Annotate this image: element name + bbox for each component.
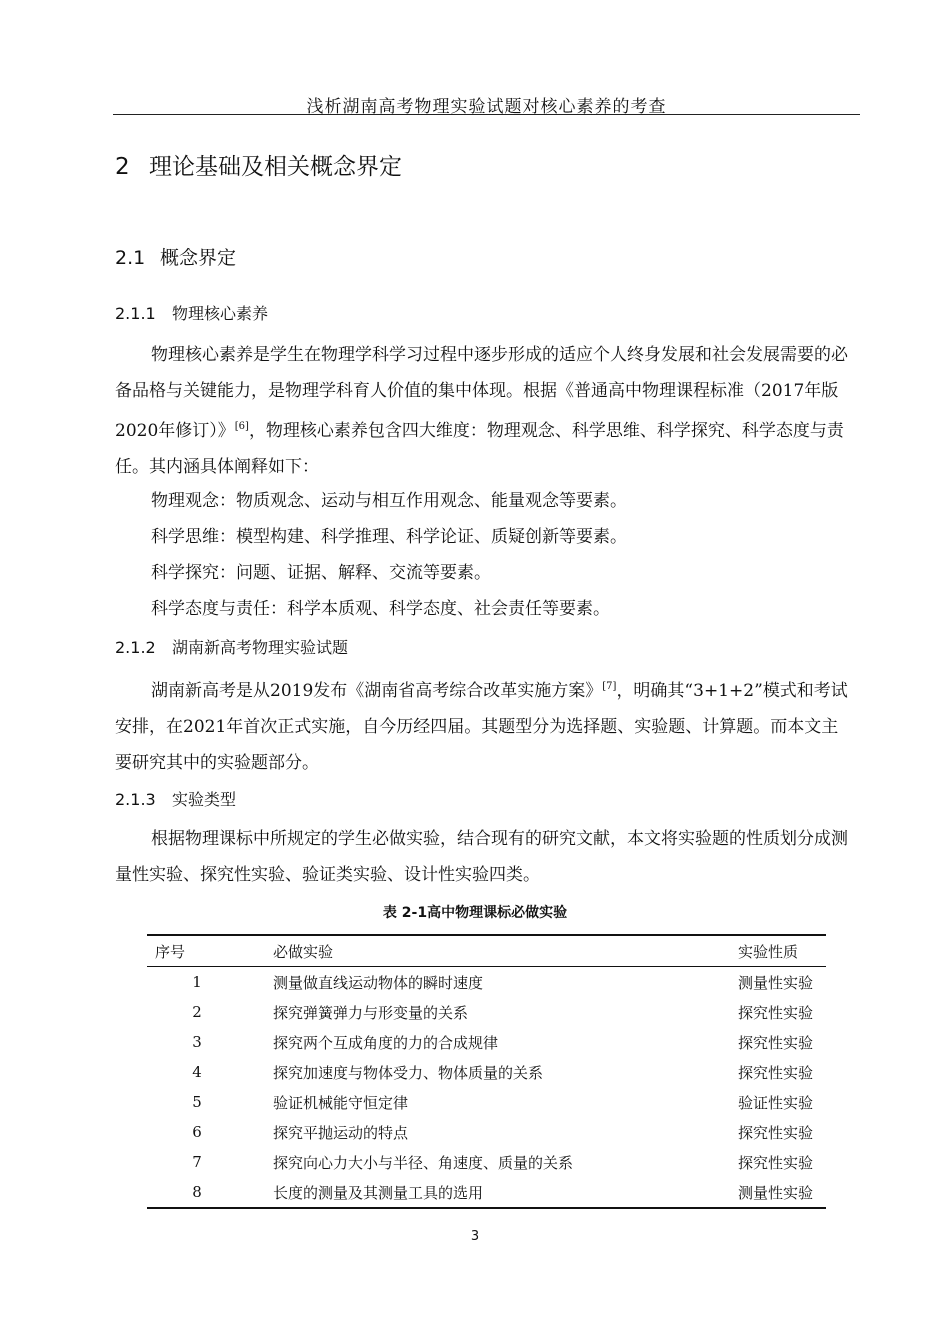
table-header-row [147, 935, 826, 967]
table-row [147, 967, 826, 998]
header-rule [113, 114, 860, 115]
row-number: 3 [192, 1033, 202, 1051]
table-row [147, 1147, 826, 1177]
table-caption: 表 2-1高中物理课标必做实验 [382, 905, 568, 921]
row-experiment: 验证机械能守恒定律 [273, 1093, 409, 1112]
row-type: 探究性实验 [738, 1153, 814, 1172]
row-experiment: 探究向心力大小与半径、角速度、质量的关系 [273, 1153, 574, 1172]
subsection-heading [115, 301, 268, 324]
row-number: 8 [192, 1183, 202, 1201]
row-type: 验证性实验 [738, 1093, 814, 1112]
dimension-item: 科学思维：模型构建、科学推理、科学论证、质疑创新等要素。 [151, 527, 627, 547]
section-heading [115, 243, 236, 270]
subsection-number: 2.1.3 [115, 790, 156, 809]
table-row [147, 1057, 826, 1087]
citation-ref: [6] [234, 421, 249, 432]
row-number: 5 [192, 1093, 202, 1111]
chapter-heading [115, 148, 402, 181]
running-header: 浅析湖南高考物理实验试题对核心素养的考查 [306, 97, 667, 117]
paragraph-text: 湖南新高考是从2019发布《湖南省高考综合改革实施方案》 [151, 681, 603, 701]
dimension-item: 物理观念：物质观念、运动与相互作用观念、能量观念等要素。 [151, 491, 627, 511]
page-number: 3 [470, 1229, 480, 1244]
row-experiment: 长度的测量及其测量工具的选用 [273, 1183, 484, 1202]
row-experiment: 测量做直线运动物体的瞬时速度 [273, 973, 484, 992]
table-row [147, 1177, 826, 1208]
subsection-heading [115, 787, 236, 810]
row-experiment: 探究两个互成角度的力的合成规律 [273, 1033, 499, 1052]
subsection-title: 湖南新高考物理实验试题 [172, 638, 349, 657]
header-cell-experiment: 必做实验 [273, 942, 334, 961]
row-experiment: 探究平抛运动的特点 [273, 1123, 409, 1142]
paragraph-core-literacy [115, 337, 850, 485]
row-type: 测量性实验 [738, 1183, 814, 1202]
chapter-number: 2 [115, 154, 130, 180]
paragraph-experiment-types: 根据物理课标中所规定的学生必做实验，结合现有的研究文献，本文将实验题的性质划分成测量性实验、探究性实验、验证类实验、设计性实验四类。 [115, 829, 848, 885]
row-type: 测量性实验 [738, 973, 814, 992]
row-number: 2 [192, 1003, 202, 1021]
dimension-item: 科学态度与责任：科学本质观、科学态度、社会责任等要素。 [151, 599, 610, 619]
paragraph-text: ，明确其“3+1+2”模式和考试安排，在2021年首次正式实施，自今历经四届。其题型分为选择题、实验题、计算题。而本文主要研究其中的实验题部分。 [115, 681, 848, 773]
row-type: 探究性实验 [738, 1063, 814, 1082]
dimension-item: 科学探究：问题、证据、解释、交流等要素。 [151, 563, 491, 583]
section-title: 概念界定 [160, 247, 237, 269]
subsection-number: 2.1.1 [115, 304, 156, 323]
table-row [147, 1027, 826, 1057]
paragraph-hunan-exam [115, 669, 850, 781]
row-type: 探究性实验 [738, 1123, 814, 1142]
subsection-title: 实验类型 [172, 790, 237, 809]
table-row [147, 1087, 826, 1117]
paragraph-text: ，物理核心素养包含四大维度：物理观念、科学思维、科学探究、科学态度与责任。其内涵具体阐释如下： [115, 421, 844, 477]
row-type: 探究性实验 [738, 1033, 814, 1052]
row-number: 7 [192, 1153, 202, 1171]
header-cell-number: 序号 [155, 942, 186, 961]
section-number: 2.1 [115, 247, 146, 269]
row-type: 探究性实验 [738, 1003, 814, 1022]
header-cell-type: 实验性质 [738, 942, 799, 961]
subsection-number: 2.1.2 [115, 638, 156, 657]
row-number: 6 [192, 1123, 202, 1141]
chapter-title: 理论基础及相关概念界定 [149, 154, 402, 180]
row-experiment: 探究加速度与物体受力、物体质量的关系 [273, 1063, 544, 1082]
subsection-heading [115, 635, 348, 658]
subsection-title: 物理核心素养 [172, 304, 269, 323]
citation-ref: [7] [602, 681, 617, 692]
row-number: 4 [192, 1063, 202, 1081]
table-row [147, 997, 826, 1027]
required-experiments-table [147, 934, 826, 1209]
row-experiment: 探究弹簧弹力与形变量的关系 [273, 1003, 469, 1022]
row-number: 1 [192, 973, 202, 991]
table-row [147, 1117, 826, 1147]
paragraph-text: 物理核心素养是学生在物理学科学习过程中逐步形成的适应个人终身发展和社会发展需要的必备品格与关键能力，是物理学科育人价值的集中体现。根据《普通高中物理课程标准（2017年版2020年修订）》 [115, 345, 848, 441]
